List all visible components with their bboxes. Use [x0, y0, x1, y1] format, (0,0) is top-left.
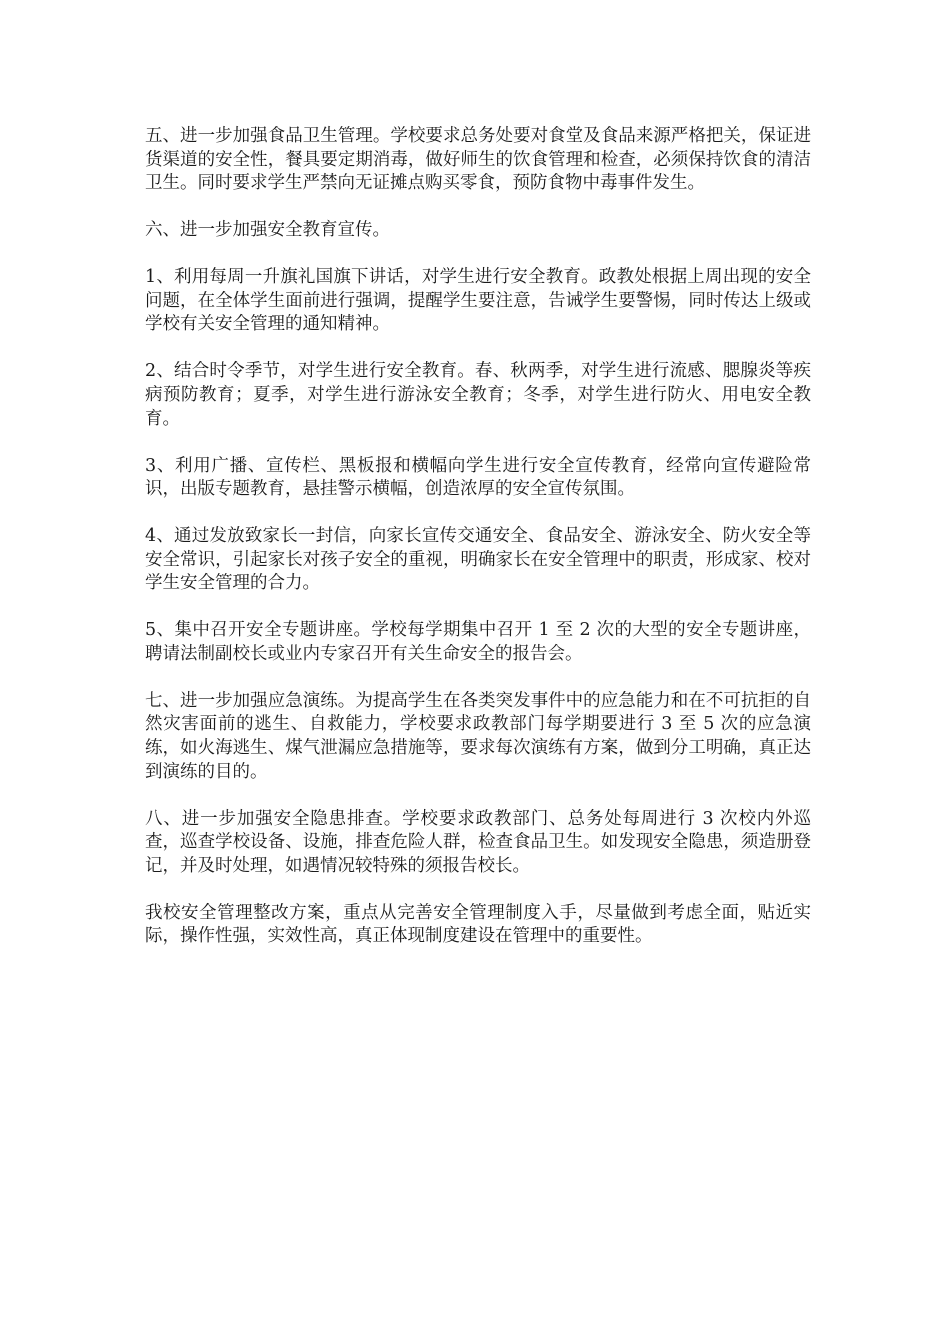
paragraph-broadcast-publicity: 3、利用广播、宣传栏、黑板报和横幅向学生进行安全宣传教育，经常向宣传避险常识，出版专题教育，悬挂警示横幅，创造浓厚的安全宣传氛围。: [145, 455, 811, 500]
paragraph-safety-education-heading: 六、进一步加强安全教育宣传。: [145, 220, 390, 241]
paragraph-hazard-inspection: 八、进一步加强安全隐患排查。学校要求政教部门、总务处每周进行 3 次校内外巡查，巡查学校设备、设施，排查危险人群，检查食品卫生。如发现安全隐患，须造册登记，并及时处理，如遇情况较特殊的须报告校长。: [145, 808, 811, 876]
paragraph-emergency-drills: 七、进一步加强应急演练。为提高学生在各类突发事件中的应急能力和在不可抗拒的自然灾害面前的逃生、自救能力，学校要求政教部门每学期要进行 3 至 5 次的应急演练，如火海逃生、煤气泄漏应急措施等，要求每次演练有方案，做到分工明确，真正达到演练的目的。: [145, 690, 811, 782]
paragraph-food-hygiene: 五、进一步加强食品卫生管理。学校要求总务处要对食堂及食品来源严格把关，保证进货渠道的安全性，餐具要定期消毒，做好师生的饮食管理和检查，必须保持饮食的清洁卫生。同时要求学生严禁向无证摊点购买零食，预防食物中毒事件发生。: [145, 126, 811, 194]
paragraph-lectures: 5、集中召开安全专题讲座。学校每学期集中召开 1 至 2 次的大型的安全专题讲座，聘请法制副校长或业内专家召开有关生命安全的报告会。: [145, 620, 811, 664]
paragraph-seasonal-education: 2、结合时令季节，对学生进行安全教育。春、秋两季，对学生进行流感、腮腺炎等疾病预防教育；夏季，对学生进行游泳安全教育；冬季，对学生进行防火、用电安全教育。: [145, 361, 811, 429]
paragraph-flag-ceremony: 1、利用每周一升旗礼国旗下讲话，对学生进行安全教育。政教处根据上周出现的安全问题，在全体学生面前进行强调，提醒学生要注意，告诫学生要警惕，同时传达上级或学校有关安全管理的通知精神。: [145, 267, 811, 335]
paragraph-parent-letter: 4、通过发放致家长一封信，向家长宣传交通安全、食品安全、游泳安全、防火安全等安全常识，引起家长对孩子安全的重视，明确家长在安全管理中的职责，形成家、校对学生安全管理的合力。: [145, 526, 811, 594]
document-body: [145, 125, 811, 972]
paragraph-conclusion: 我校安全管理整改方案，重点从完善安全管理制度入手，尽量做到考虑全面，贴近实际，操作性强，实效性高，真正体现制度建设在管理中的重要性。: [145, 902, 811, 947]
